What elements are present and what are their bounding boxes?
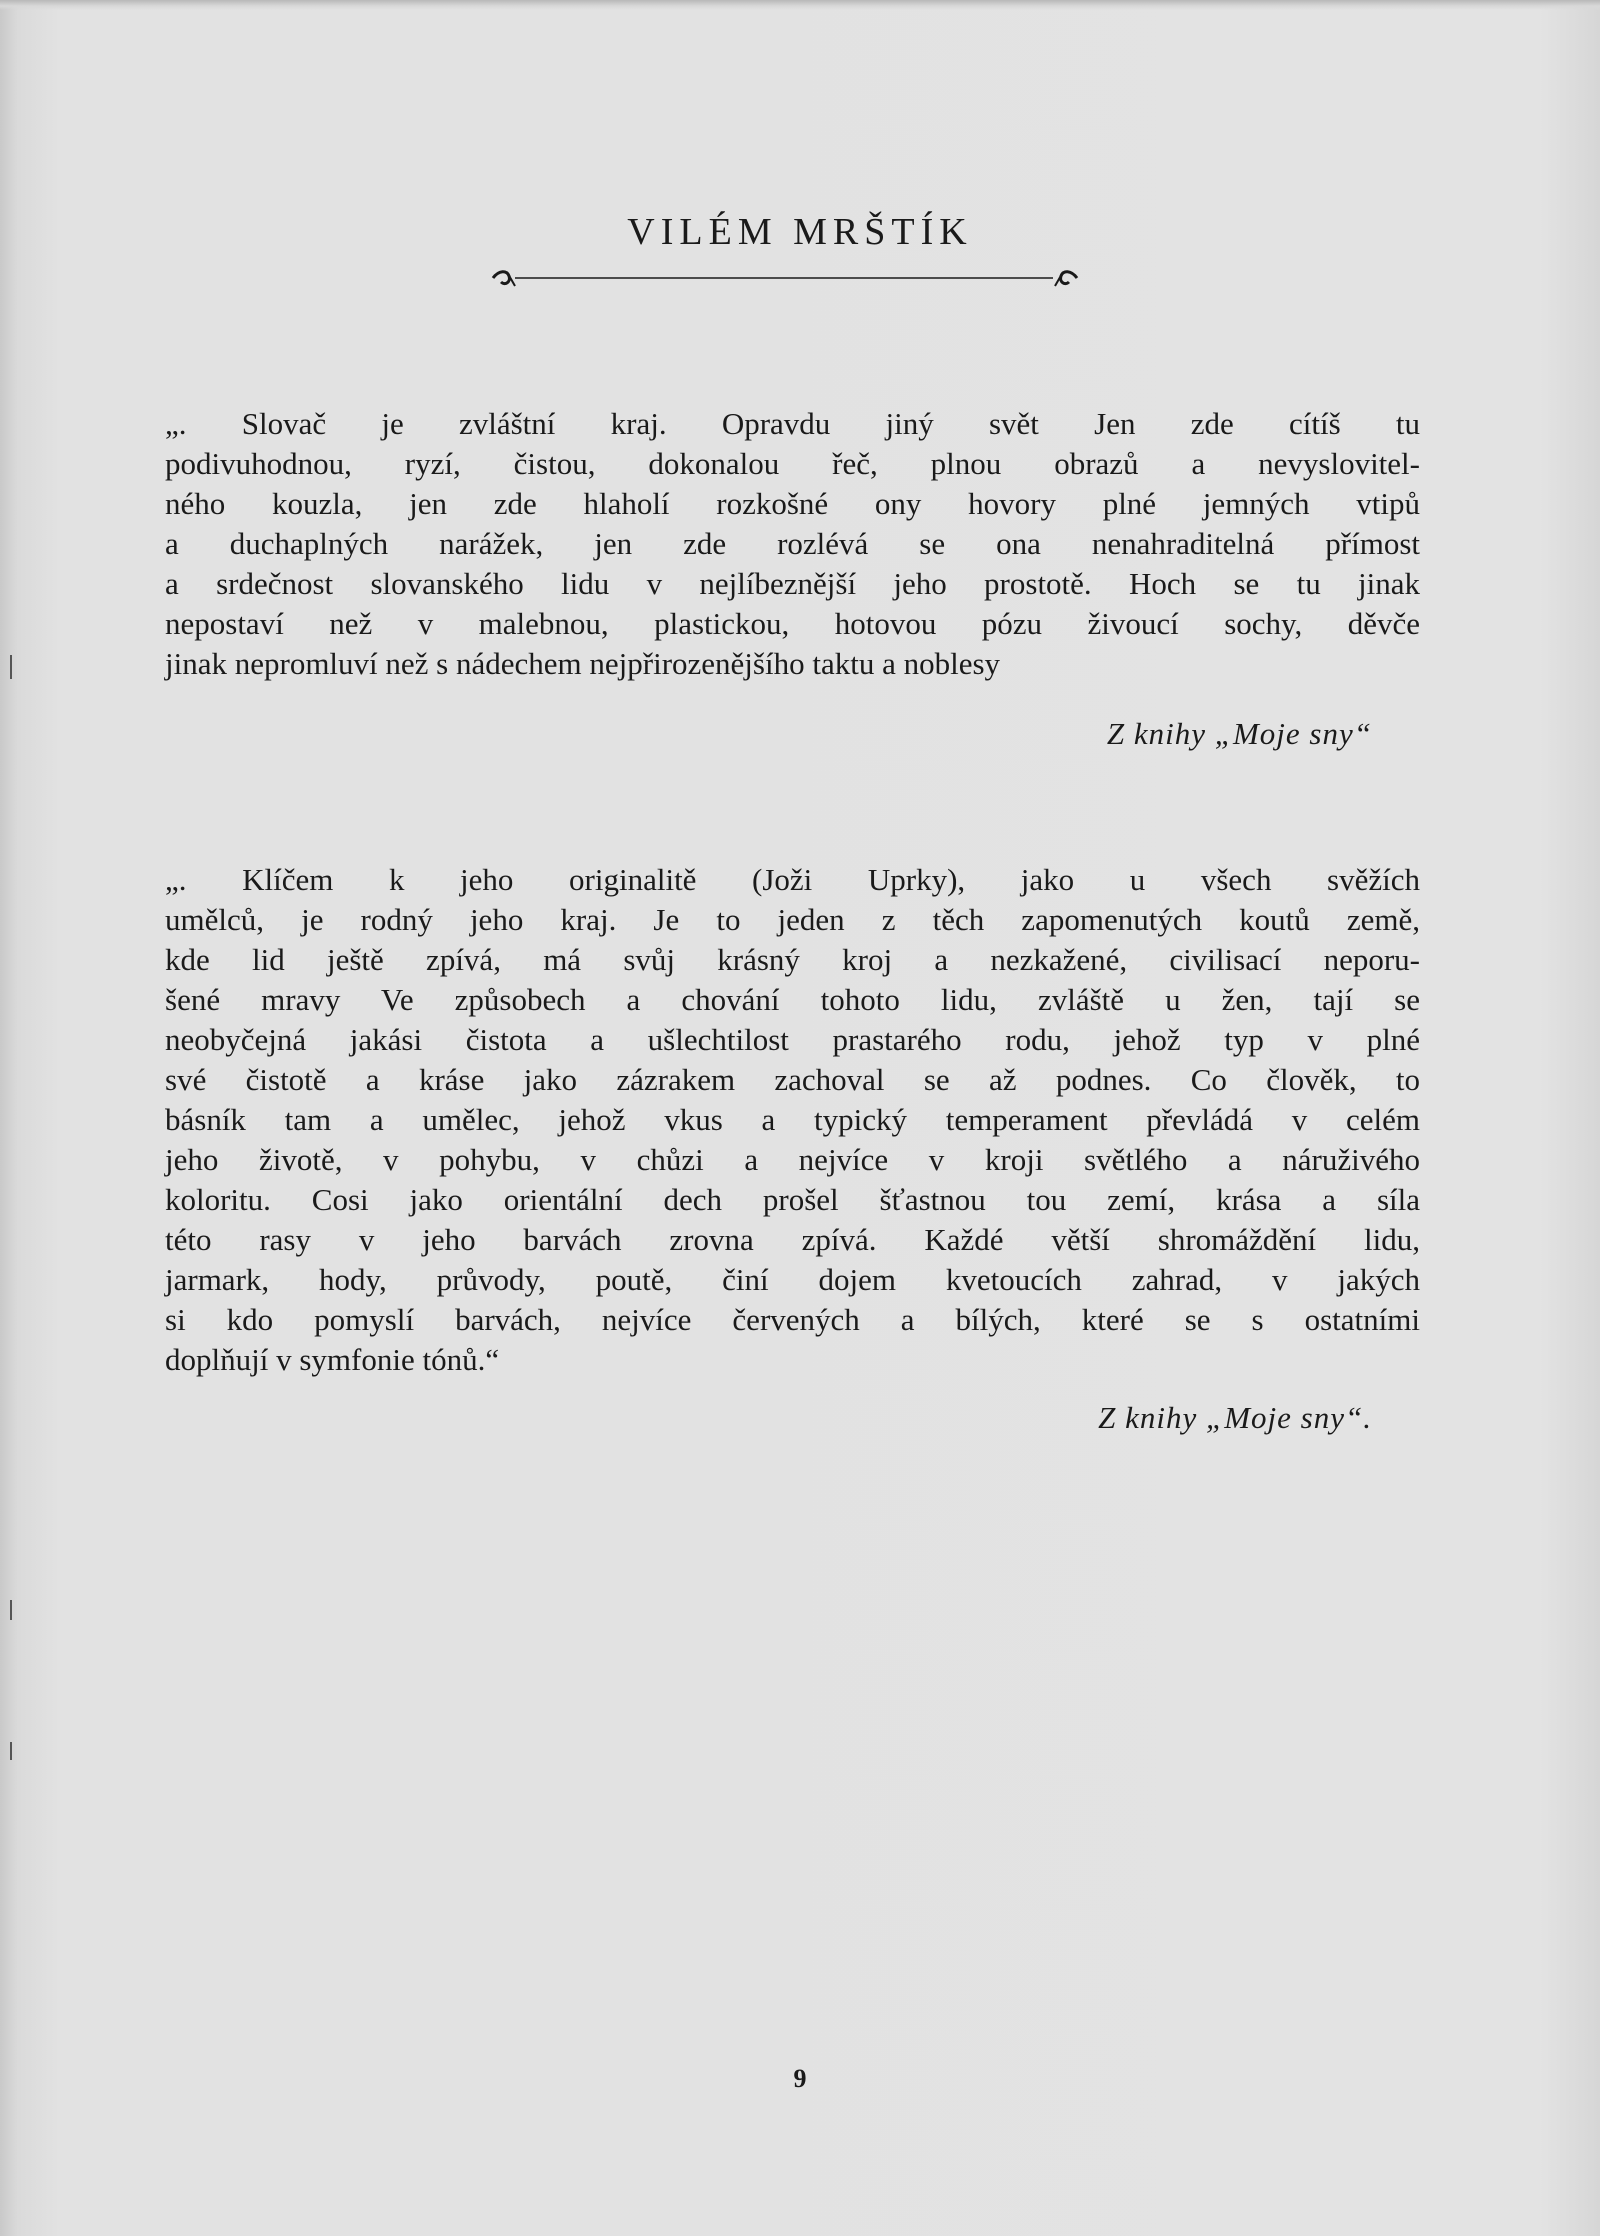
scan-edge-mark <box>10 655 12 679</box>
passage-line: své čistotě a kráse jako zázrakem zachoval se až podnes. Co člověk, to <box>165 1062 1420 1097</box>
passage-line: koloritu. Cosi jako orientální dech prošel šťastnou tou zemí, krása a síla <box>165 1182 1420 1217</box>
passage-line: „. Slovač je zvláštní kraj. Opravdu jiný svět Jen zde cítíš tu <box>165 406 1420 441</box>
passage-2 <box>165 860 1420 1380</box>
passage-line: šené mravy Ve způsobech a chování tohoto lidu, zvláště u žen, tají se <box>165 982 1420 1017</box>
passage-line: podivuhodnou, ryzí, čistou, dokonalou řeč, plnou obrazů a nevyslovitel- <box>165 446 1420 481</box>
passage-line: a duchaplných narážek, jen zde rozlévá se ona nenahraditelná přímost <box>165 526 1420 561</box>
passage-1 <box>165 404 1420 684</box>
passage-line: jarmark, hody, průvody, poutě, činí dojem kvetoucích zahrad, v jakých <box>165 1262 1420 1297</box>
passage-line: doplňují v symfonie tónů.“ <box>165 1342 500 1377</box>
passage-line: jinak nepromluví než s nádechem nejpřirozenějšího taktu a noblesy <box>165 646 1001 681</box>
passage-line: nepostaví než v malebnou, plastickou, hotovou pózu živoucí sochy, děvče <box>165 606 1420 641</box>
passage-line: neobyčejná jakási čistota a ušlechtilost prastarého rodu, jehož typ v plné <box>165 1022 1420 1057</box>
passage-line: jeho životě, v pohybu, v chůzi a nejvíce v kroji světlého a náruživého <box>165 1142 1420 1177</box>
citation-1: Z knihy „Moje sny“ <box>1106 716 1372 751</box>
ornament-divider-icon <box>485 262 1085 292</box>
passage-line: této rasy v jeho barvách zrovna zpívá. Každé větší shromáždění lidu, <box>165 1222 1420 1257</box>
passage-line: „. Klíčem k jeho originalitě (Joži Uprky), jako u všech svěžích <box>165 862 1420 897</box>
scan-edge-mark <box>10 1600 12 1620</box>
passage-line: si kdo pomyslí barvách, nejvíce červených a bílých, které se s ostatními <box>165 1302 1420 1337</box>
page-top-edge <box>0 0 1600 10</box>
passage-line: kde lid ještě zpívá, má svůj krásný kroj a nezkažené, civilisací neporu- <box>165 942 1420 977</box>
scan-edge-mark <box>10 1742 12 1760</box>
passage-line: umělců, je rodný jeho kraj. Je to jeden z těch zapomenutých koutů země, <box>165 902 1420 937</box>
page-number: 9 <box>793 2064 807 2093</box>
passage-line: a srdečnost slovanského lidu v nejlíbeznější jeho prostotě. Hoch se tu jinak <box>165 566 1420 601</box>
citation-2: Z knihy „Moje sny“. <box>1098 1400 1372 1435</box>
author-heading: VILÉM MRŠTÍK <box>627 211 973 253</box>
passage-line: ného kouzla, jen zde hlaholí rozkošné ony hovory plné jemných vtipů <box>165 486 1420 521</box>
passage-line: básník tam a umělec, jehož vkus a typický temperament převládá v celém <box>165 1102 1420 1137</box>
